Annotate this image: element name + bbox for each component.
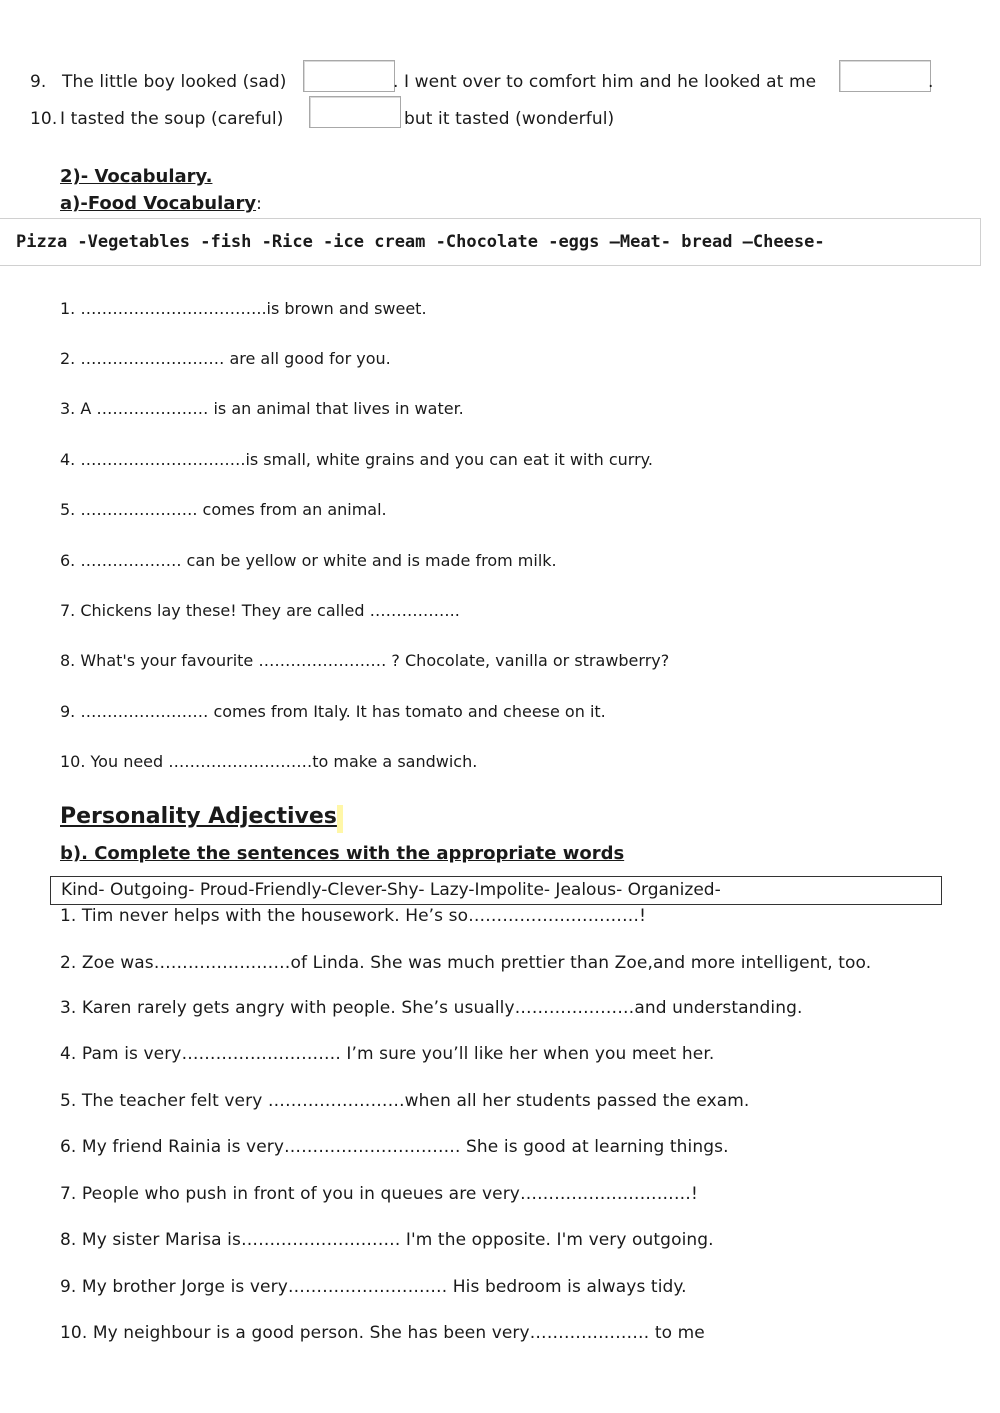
text-highlight-mark bbox=[337, 805, 343, 833]
personality-title: Personality Adjectives bbox=[60, 804, 337, 829]
food-sentence-3: 3. A ………………… is an animal that lives in water. bbox=[60, 399, 464, 418]
personality-sentence-1: 1. Tim never helps with the housework. He’s so…………………………! bbox=[60, 906, 646, 926]
q10-number: 10. bbox=[30, 109, 58, 129]
food-word-bank bbox=[0, 218, 981, 266]
food-sentence-5: 5. …………………. comes from an animal. bbox=[60, 500, 387, 519]
q9-number: 9. bbox=[30, 72, 47, 92]
personality-subtitle: b). Complete the sentences with the appropriate words bbox=[60, 843, 625, 864]
q10-answer-box-1[interactable] bbox=[309, 96, 401, 128]
q9-text-middle: . I went over to comfort him and he looked at me bbox=[393, 72, 817, 92]
personality-sentence-2: 2. Zoe was……………………of Linda. She was much prettier than Zoe,and more intelligent, too. bbox=[60, 953, 872, 973]
personality-sentence-7: 7. People who push in front of you in queues are very…………………………! bbox=[60, 1184, 698, 1204]
personality-title-row bbox=[60, 804, 343, 833]
food-sentence-1: 1. ……………………………..is brown and sweet. bbox=[60, 299, 427, 318]
personality-sentence-8: 8. My sister Marisa is………………………. I'm the opposite. I'm very outgoing. bbox=[60, 1230, 714, 1250]
personality-sentence-6: 6. My friend Rainia is very…………………………. She is good at learning things. bbox=[60, 1137, 729, 1157]
food-vocabulary-title: a)-Food Vocabulary bbox=[60, 193, 257, 214]
personality-sentence-4: 4. Pam is very………………………. I’m sure you’ll like her when you meet her. bbox=[60, 1044, 715, 1064]
food-vocabulary-colon: : bbox=[256, 194, 262, 214]
food-sentence-10: 10. You need ………………………to make a sandwich. bbox=[60, 752, 478, 771]
personality-sentence-5: 5. The teacher felt very ……………………when all her students passed the exam. bbox=[60, 1091, 750, 1111]
food-sentence-7: 7. Chickens lay these! They are called …………….. bbox=[60, 601, 460, 620]
food-sentence-9: 9. …………………… comes from Italy. It has tomato and cheese on it. bbox=[60, 702, 606, 721]
q10-text-after: but it tasted (wonderful) bbox=[404, 109, 615, 129]
personality-word-bank bbox=[50, 876, 942, 905]
food-vocabulary-heading bbox=[60, 193, 262, 214]
food-sentence-2: 2. ……………………… are all good for you. bbox=[60, 349, 391, 368]
food-sentence-4: 4. ………………………….is small, white grains and you can eat it with curry. bbox=[60, 450, 653, 469]
personality-word-bank-text: Kind- Outgoing- Proud-Friendly-Clever-Shy- Lazy-Impolite- Jealous- Organized- bbox=[61, 880, 721, 900]
personality-sentence-3: 3. Karen rarely gets angry with people. She’s usually…………………and understanding. bbox=[60, 998, 803, 1018]
vocabulary-section-title: 2)- Vocabulary. bbox=[60, 166, 213, 187]
food-sentence-6: 6. ………………. can be yellow or white and is made from milk. bbox=[60, 551, 557, 570]
q9-text-end: . bbox=[928, 72, 934, 92]
q10-text-before: I tasted the soup (careful) bbox=[60, 109, 284, 129]
personality-sentence-9: 9. My brother Jorge is very………………………. His bedroom is always tidy. bbox=[60, 1277, 687, 1297]
q9-answer-box-1[interactable] bbox=[303, 60, 395, 92]
food-word-bank-text: Pizza -Vegetables -fish -Rice -ice cream -Chocolate -eggs –Meat- bread –Cheese- bbox=[16, 232, 825, 252]
q9-text-before: The little boy looked (sad) bbox=[62, 72, 287, 92]
personality-sentence-10: 10. My neighbour is a good person. She has been very………………… to me bbox=[60, 1323, 705, 1343]
q9-answer-box-2[interactable] bbox=[839, 60, 931, 92]
food-sentence-8: 8. What's your favourite …………………… ? Chocolate, vanilla or strawberry? bbox=[60, 651, 670, 670]
